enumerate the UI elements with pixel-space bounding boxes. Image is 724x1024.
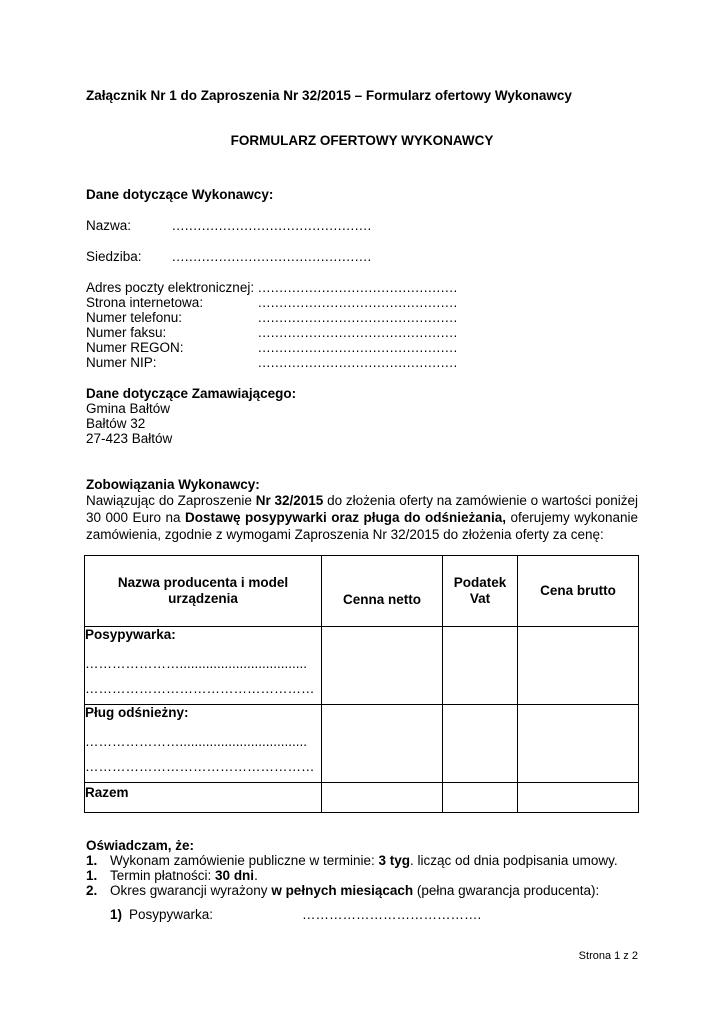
vat-cell[interactable]: [443, 627, 518, 705]
obligations-invitation-number: Nr 32/2015: [255, 493, 324, 508]
ordering-party-line3: 27-423 Bałtów: [86, 431, 173, 446]
declaration-item-2: [86, 868, 258, 883]
sub-item-label: Posypywarka:: [129, 907, 214, 922]
declaration-heading: Oświadczam, że:: [86, 838, 195, 853]
spreader-dots-2[interactable]: ……………………………………………: [85, 681, 315, 696]
total-net-cell[interactable]: [322, 783, 443, 813]
obligations-paragraph: [86, 492, 638, 543]
net-price-cell[interactable]: [322, 705, 443, 783]
nip-label: Numer NIP:: [86, 355, 157, 370]
name-label: Nazwa:: [86, 218, 132, 233]
obligations-text-1: Nawiązując do Zaproszenie: [86, 493, 256, 508]
declaration-item-3: [86, 883, 599, 898]
phone-field: ...............................................: [258, 310, 458, 325]
website-label: Strona internetowa:: [86, 295, 204, 310]
phone-label: Numer telefonu:: [86, 310, 183, 325]
table-header-row: [85, 556, 639, 627]
name-field: ...............................................: [172, 218, 372, 233]
header-net-price: Cenna netto: [322, 556, 443, 627]
item-number: 1.: [86, 853, 98, 868]
item-bold: 30 dni: [215, 868, 255, 883]
vat-cell[interactable]: [443, 705, 518, 783]
gross-price-cell[interactable]: [518, 705, 639, 783]
product-cell-spreader: [85, 627, 322, 705]
item-text-end: . licząc od dnia podpisania umowy.: [410, 853, 618, 868]
page-number: Strona 1 z 2: [578, 950, 638, 962]
item-text: Okres gwarancji wyrażony: [110, 883, 272, 898]
obligations-text-2: do złożenia oferty na zamówienie o wartości poniżej 30 000 Euro na: [86, 493, 638, 525]
net-price-cell[interactable]: [322, 627, 443, 705]
table-row: [85, 783, 639, 813]
regon-field: ...............................................: [258, 340, 458, 355]
spreader-dots-1[interactable]: …………………..................................: [85, 656, 308, 671]
product-cell-plow: [85, 705, 322, 783]
header-gross-price: Cena brutto: [518, 556, 639, 627]
declaration-item-1: [86, 853, 618, 868]
total-gross-cell[interactable]: [518, 783, 639, 813]
total-label: Razem: [85, 783, 322, 813]
table-row: [85, 627, 639, 705]
seat-field: ...............................................: [172, 249, 372, 264]
plow-dots-1[interactable]: …………………..................................: [85, 734, 308, 749]
row-label-plow: Pług odśnieżny:: [85, 705, 189, 720]
item-bold: 3 tyg: [378, 853, 410, 868]
nip-field: ...............................................: [258, 355, 458, 370]
ordering-party-line1: Gmina Bałtów: [86, 401, 171, 416]
row-label-spreader: Posypywarka:: [85, 627, 176, 642]
form-title: FORMULARZ OFERTOWY WYKONAWCY: [230, 133, 494, 148]
plow-dots-2[interactable]: ……………………………………………: [85, 759, 315, 774]
item-number: 1.: [86, 868, 98, 883]
item-bold: w pełnych miesiącach: [271, 883, 414, 898]
obligations-subject: Dostawę posypywarki oraz pługa do odśnieżania,: [185, 510, 506, 525]
sub-item-number: 1): [110, 907, 123, 922]
fax-label: Numer faksu:: [86, 325, 167, 340]
website-field: ...............................................: [258, 295, 458, 310]
total-vat-cell[interactable]: [443, 783, 518, 813]
item-text-end: (pełna gwarancja producenta):: [413, 883, 600, 898]
contractor-heading: Dane dotyczące Wykonawcy:: [86, 187, 274, 202]
ordering-party-heading: Dane dotyczące Zamawiającego:: [86, 386, 297, 401]
ordering-party-line2: Bałtów 32: [86, 416, 146, 431]
header-vat: Podatek Vat: [443, 556, 518, 627]
obligations-text-3: oferujemy wykonanie zamówienia, zgodnie z wymogami Zaproszenia Nr 32/2015 do złożenia oferty za cenę:: [86, 510, 638, 542]
sub-item-dots[interactable]: ………………………………….: [302, 907, 482, 922]
annex-title: Załącznik Nr 1 do Zaproszenia Nr 32/2015 – Formularz ofertowy Wykonawcy: [86, 88, 572, 103]
fax-field: ...............................................: [258, 325, 458, 340]
email-field: ...............................................: [258, 280, 458, 295]
seat-label: Siedziba:: [86, 249, 142, 264]
item-text: Wykonam zamówienie publiczne w terminie:: [110, 853, 379, 868]
item-number: 2.: [86, 883, 98, 898]
header-product: Nazwa producenta i model urządzenia: [85, 556, 322, 627]
item-text-end: .: [254, 868, 258, 883]
email-label: Adres poczty elektronicznej:: [86, 280, 255, 295]
obligations-heading: Zobowiązania Wykonawcy:: [86, 477, 260, 492]
offer-table: [84, 555, 639, 813]
gross-price-cell[interactable]: [518, 627, 639, 705]
item-text: Termin płatności:: [110, 868, 216, 883]
table-row: [85, 705, 639, 783]
regon-label: Numer REGON:: [86, 340, 184, 355]
